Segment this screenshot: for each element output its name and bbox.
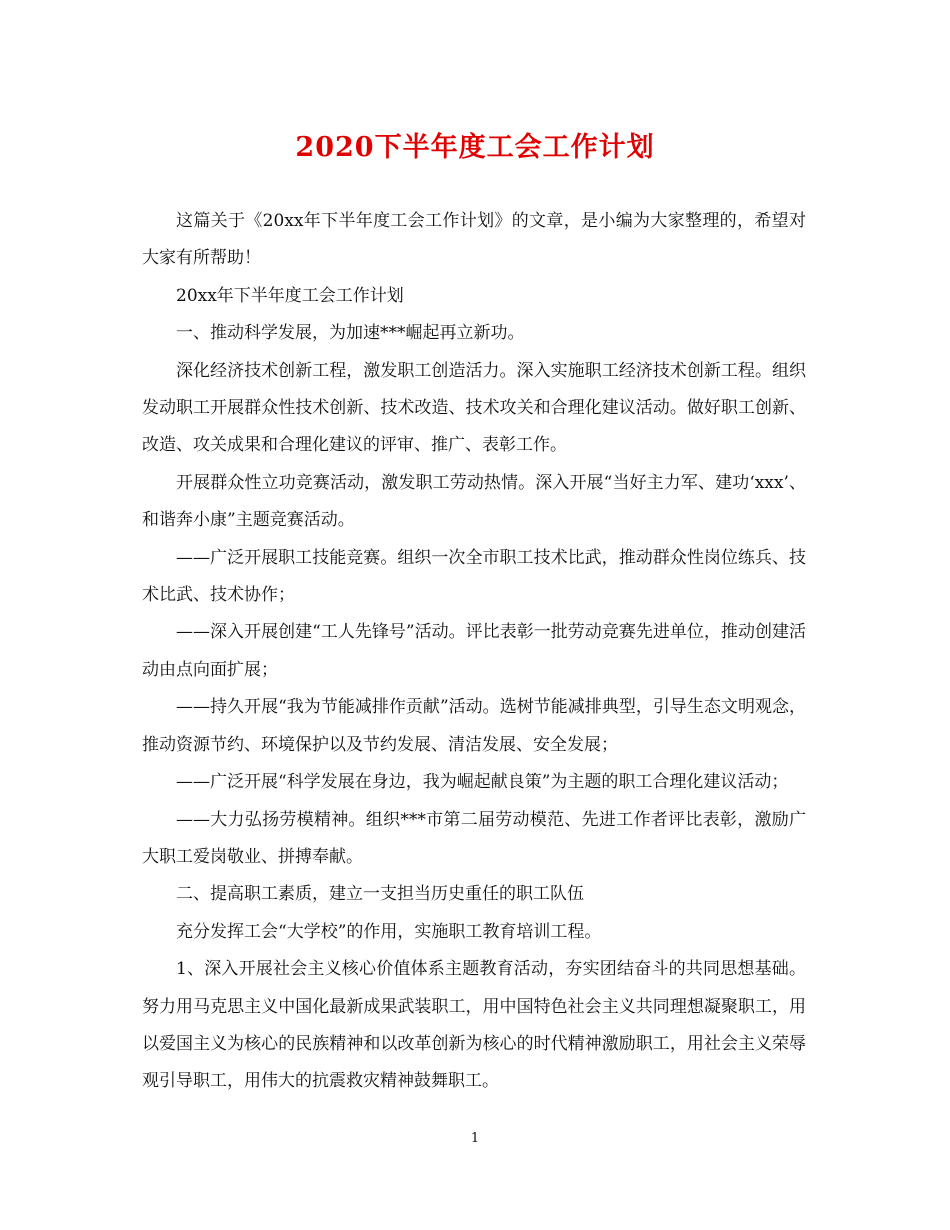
paragraph-skills-contest: ——广泛开展职工技能竞赛。组织一次全市职工技术比武，推动群众性岗位练兵、技术比武、技术协作； — [142, 547, 806, 606]
section-heading-1: 一、推动科学发展，为加速***崛起再立新功。 — [176, 323, 525, 344]
section-heading-2: 二、提高职工素质，建立一支担当历史重任的职工队伍 — [176, 884, 584, 905]
document-title: 2020下半年度工会工作计划 — [295, 132, 655, 163]
paragraph-model-workers: ——大力弘扬劳模精神。组织***市第二届劳动模范、先进工作者评比表彰，激励广大职工爱岗敬业、拼搏奉献。 — [142, 809, 806, 867]
paragraph-suggestions: ——广泛开展“科学发展在身边，我为崛起献良策”为主题的职工合理化建议活动； — [176, 772, 789, 793]
paragraph-pioneer: ——深入开展创建“工人先锋号”活动。评比表彰一批劳动竞赛先进单位，推动创建活动由点向面扩展； — [142, 622, 806, 680]
paragraph-plan-heading: 20xx年下半年度工会工作计划 — [176, 285, 404, 306]
paragraph-intro: 这篇关于《20xx年下半年度工会工作计划》的文章，是小编为大家整理的，希望对大家有所帮助！ — [142, 211, 806, 269]
paragraph-competition: 开展群众性立功竞赛活动，激发职工劳动热情。深入开展“当好主力军、建功‘xxx’、和谐奔小康”主题竞赛活动。 — [142, 472, 806, 531]
document-body — [142, 203, 806, 1101]
paragraph-energy-saving: ——持久开展“我为节能减排作贡献”活动。选树节能减排典型，引导生态文明观念，推动资源节约、环境保护以及节约发展、清洁发展、安全发展； — [142, 697, 806, 755]
paragraph-training: 充分发挥工会“大学校”的作用，实施职工教育培训工程。 — [176, 921, 602, 942]
paragraph-innovation: 深化经济技术创新工程，激发职工创造活力。深入实施职工经济技术创新工程。组织发动职工开展群众性技术创新、技术改造、技术攻关和合理化建议活动。做好职工创新、改造、攻关成果和合理化建议的评审、推广、表彰工作。 — [142, 360, 806, 456]
page-number: 1 — [470, 1131, 480, 1146]
paragraph-core-values: 1、深入开展社会主义核心价值体系主题教育活动，夯实团结奋斗的共同思想基础。努力用马克思主义中国化最新成果武装职工，用中国特色社会主义共同理想凝聚职工，用以爱国主义为核心的民族精神和以改革创新为核心的时代精神激励职工，用社会主义荣辱观引导职工，用伟大的抗震救灾精神鼓舞职工。 — [142, 959, 806, 1092]
